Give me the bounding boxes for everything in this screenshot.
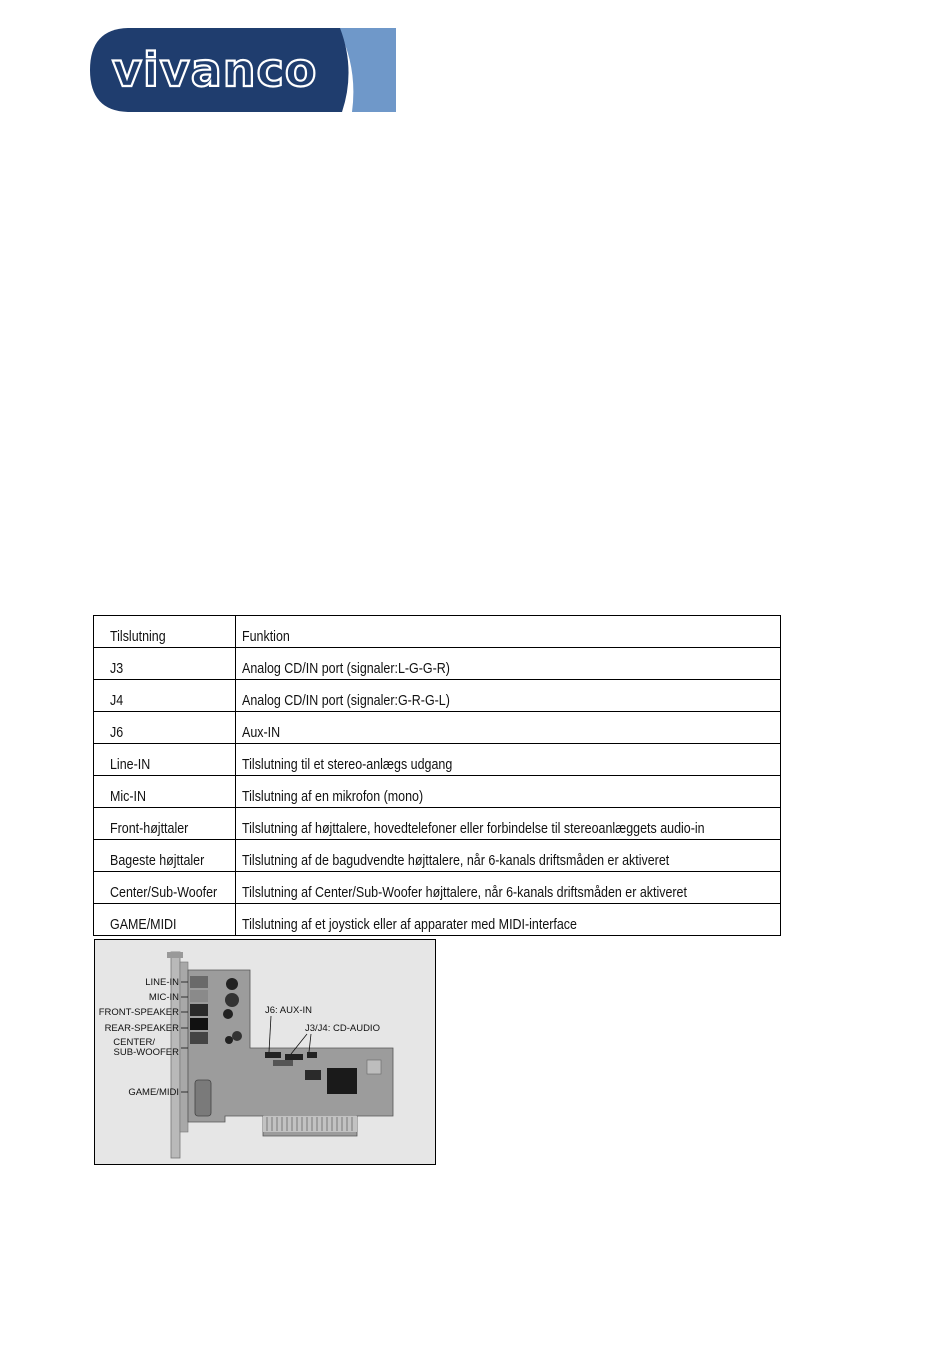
label-sub-woofer: SUB-WOOFER <box>113 1047 179 1058</box>
table-row <box>94 904 781 936</box>
table-cell-connection: J3 <box>94 648 236 680</box>
table-cell-function: Tilslutning af højttalere, hovedtelefoner eller forbindelse til stereoanlæggets audio-in <box>235 808 780 840</box>
table-row <box>94 648 781 680</box>
label-game-midi: GAME/MIDI <box>128 1087 179 1098</box>
table-row <box>94 680 781 712</box>
table-cell-connection: Line-IN <box>94 744 236 776</box>
table-cell-connection: J6 <box>94 712 236 744</box>
table-row <box>94 808 781 840</box>
header-connection: Tilslutning <box>94 616 236 648</box>
table-cell-function: Tilslutning af en mikrofon (mono) <box>235 776 780 808</box>
header-function: Funktion <box>235 616 780 648</box>
table-row <box>94 776 781 808</box>
table-cell-connection: Bageste højttaler <box>94 840 236 872</box>
table-row <box>94 744 781 776</box>
sound-card-photo <box>94 939 436 1165</box>
label-front-speaker: FRONT-SPEAKER <box>98 1007 179 1018</box>
vivanco-logo <box>90 28 396 112</box>
label-j6: J6: AUX-IN <box>265 1005 312 1016</box>
logo-wordmark: vivanco <box>112 43 318 97</box>
label-mic-in: MIC-IN <box>148 992 179 1003</box>
table-cell-connection: J4 <box>94 680 236 712</box>
table-cell-function: Analog CD/IN port (signaler:G-R-G-L) <box>235 680 780 712</box>
table-cell-function: Tilslutning af de bagudvendte højttalere, når 6-kanals driftsmåden er aktiveret <box>235 840 780 872</box>
table-row <box>94 712 781 744</box>
table-cell-function: Tilslutning af et joystick eller af apparater med MIDI-interface <box>235 904 780 936</box>
table-cell-connection: GAME/MIDI <box>94 904 236 936</box>
connection-table <box>93 615 781 936</box>
table-cell-function: Aux-IN <box>235 712 780 744</box>
table-cell-function: Tilslutning til et stereo-anlægs udgang <box>235 744 780 776</box>
table-row <box>94 840 781 872</box>
table-cell-connection: Center/Sub-Woofer <box>94 872 236 904</box>
label-rear-speaker: REAR-SPEAKER <box>104 1023 179 1034</box>
table-cell-function: Tilslutning af Center/Sub-Woofer højttalere, når 6-kanals driftsmåden er aktiveret <box>235 872 780 904</box>
label-center: CENTER/ <box>113 1037 155 1048</box>
label-line-in: LINE-IN <box>145 977 179 988</box>
table-cell-function: Analog CD/IN port (signaler:L-G-G-R) <box>235 648 780 680</box>
label-j3-j4: J3/J4: CD-AUDIO <box>305 1023 380 1034</box>
table-header-row <box>94 616 781 648</box>
table-cell-connection: Mic-IN <box>94 776 236 808</box>
table-row <box>94 872 781 904</box>
table-cell-connection: Front-højttaler <box>94 808 236 840</box>
